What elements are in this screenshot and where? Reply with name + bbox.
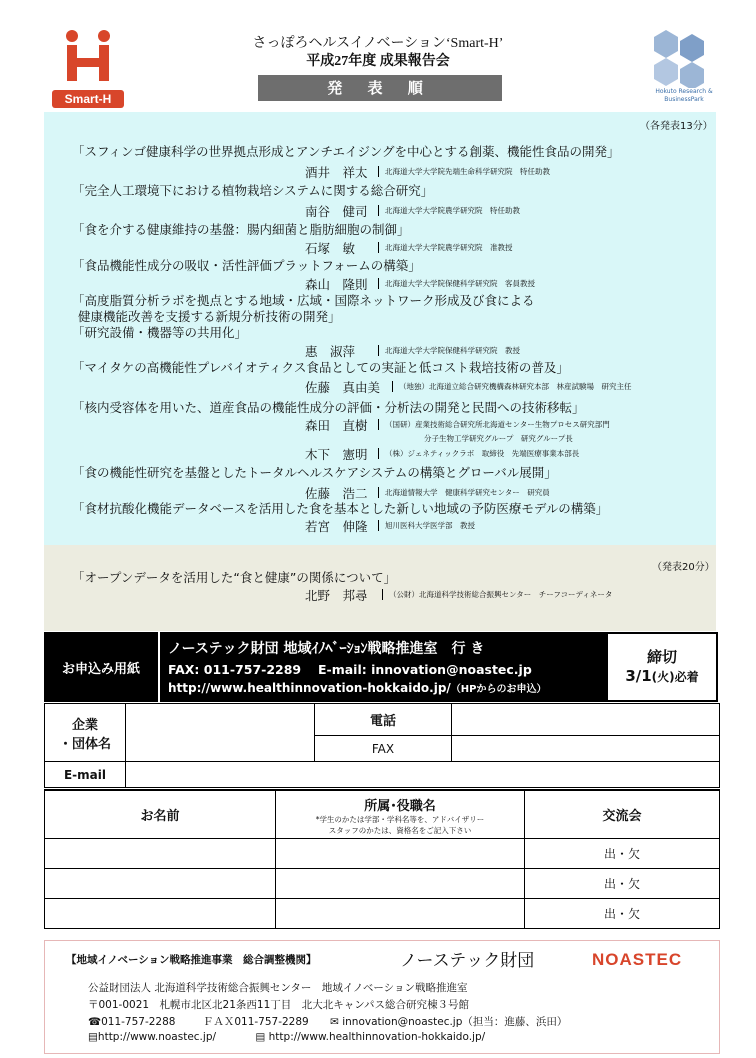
presenter-name: 石塚 敏 [305, 241, 356, 256]
deadline-day: (火) [651, 670, 675, 684]
presenter-affiliation: 北海道大学大学院先端生命科学研究院 特任助教 [378, 166, 550, 177]
presenter-name: 北野 邦尋 [305, 588, 368, 603]
attendee-position-input[interactable] [276, 898, 525, 928]
attendee-name-input[interactable] [45, 868, 276, 898]
position-note: *学生のかたは学部・学科名等を、アドバイザリー [315, 815, 485, 824]
attendee-name-input[interactable] [45, 898, 276, 928]
phone-label: 電話 [315, 704, 452, 736]
presenter-affiliation: （国研）産業技術総合研究所北海道センター生物プロセス研究部門 [378, 419, 610, 430]
footer-url2[interactable]: http://www.healthinnovation-hokkaido.jp/ [268, 1031, 486, 1043]
presenter-name: 南谷 健司 [305, 204, 368, 219]
footer-tel: 011-757-2288 [101, 1016, 176, 1028]
name-header: お名前 [45, 790, 276, 838]
talk-title: 「食の機能性研究を基盤としたトータルヘルスケアシステムの構築とグローバル展開」 [72, 465, 557, 480]
presentation-order-banner: 発 表 順 [258, 75, 502, 101]
smart-h-logo-text: Smart-H [52, 90, 124, 108]
form-label: お申込み用紙 [61, 662, 140, 677]
page-title: さっぽろヘルスイノベーション‘Smart-H’ [252, 36, 504, 51]
footer-email[interactable]: innovation@noastec.jp（担当：進藤、浜田） [342, 1016, 568, 1028]
presenter-affiliation: （地独）北海道立総合研究機構森林研究本部 林産試験場 研究主任 [392, 381, 632, 392]
position-note-line2: スタッフのかたは、資格名をご記入下さい [328, 826, 472, 835]
presenter-affiliation-line2: 分子生物工学研究グループ 研究グループ長 [424, 434, 573, 443]
hexagon-logo-icon [646, 28, 722, 88]
talk-title: 「核内受容体を用いた、道産食品の機能性成分の評価・分析法の開発と民間への技術移転」 [72, 400, 585, 415]
presenter-name: 佐藤 真由美 [305, 380, 381, 395]
hokuto-logo [646, 28, 722, 108]
talk-title: 「食材抗酸化機能データベースを活用した食を基本とした新しい地域の予防医療モデルの構築」 [72, 501, 609, 516]
presenter-affiliation: 旭川医科大学医学部 教授 [378, 520, 475, 531]
presenter-name: 木下 憲明 [305, 447, 368, 462]
presenter-affiliation: 北海道情報大学 健康科学研究センター 研究員 [378, 487, 550, 498]
company-label-line2: ・団体名 [58, 736, 111, 752]
talk-title: 「マイタケの高機能性プレバイオティクス食品としての実証と低コスト栽培技術の普及」 [72, 360, 569, 375]
fax-input[interactable] [452, 736, 720, 762]
talk-title-line2: 健康機能改善を支援する新規分析技術の開発」 [78, 309, 341, 324]
presenter-affiliation: 北海道大学大学院保健科学研究院 教授 [378, 345, 520, 356]
phone-input[interactable] [452, 704, 720, 736]
attendee-position-input[interactable] [276, 868, 525, 898]
presenter-name: 酒井 祥太 [305, 165, 368, 180]
form-fax-email: FAX: 011-757-2289 E-mail: innovation@noastec.jp [168, 662, 532, 677]
duration-note: （各発表13分） [640, 121, 713, 132]
party-header: 交流会 [525, 790, 720, 838]
talk-title: 「食品機能性成分の吸収・活性評価プラットフォームの構築」 [72, 258, 421, 273]
email-input[interactable] [126, 762, 720, 788]
footer-org-line: 公益財団法人 北海道科学技術総合振興センター 地域イノベーション戦略推進室 [88, 982, 468, 994]
form-destination-box [158, 632, 608, 702]
attendance-choice[interactable]: 出・欠 [525, 838, 720, 868]
talk-title: 「完全人工環境下における植物栽培システムに関する総合研究」 [72, 183, 434, 198]
form-destination: ノーステック財団 地域ｲﾉﾍﾞｰｼｮﾝ戦略推進室 行 き [168, 641, 485, 657]
form-url-note: （HPからのお申込） [450, 684, 547, 695]
attendance-choice[interactable]: 出・欠 [525, 868, 720, 898]
attendance-choice[interactable]: 出・欠 [525, 898, 720, 928]
footer-address: 〒001-0021 札幌市北区北21条西11丁目 北大北キャンパス総合研究棟３号館 [88, 999, 470, 1011]
talk-title: 「オープンデータを活用した“食と健康”の関係について」 [72, 570, 397, 585]
deadline-label: 締切 [646, 648, 677, 666]
footer-heading: 【地域イノベーション戦略推進事業 総合調整機関】 [66, 954, 317, 966]
attendee-table [44, 789, 720, 929]
deadline-required: 必着 [674, 670, 699, 684]
footer-url1[interactable]: http://www.noastec.jp/ [97, 1031, 217, 1043]
page-subtitle: 平成27年度 成果報告会 [306, 54, 450, 69]
presenter-affiliation: 北海道大学大学院保健科学研究院 客員教授 [378, 278, 535, 289]
presenter-affiliation: 北海道大学大学院農学研究院 准教授 [378, 242, 513, 253]
footer-fax: ＦＡＸ011-757-2289 [202, 1016, 309, 1028]
position-header [276, 790, 525, 838]
deadline-box [606, 632, 718, 702]
email-label: E-mail [45, 762, 126, 788]
talk-title: 「スフィンゴ健康科学の世界拠点形成とアンチエイジングを中心とする創薬、機能性食品の開発」 [72, 144, 620, 159]
presenter-name: 森田 直樹 [305, 418, 368, 433]
talk-title: 「高度脂質分析ラボを拠点とする地域・広域・国際ネットワーク形成及び食による [72, 293, 535, 308]
hokuto-logo-text: Hokuto Research & BusinessPark [655, 88, 713, 103]
phone-icon: ☎ [88, 1016, 102, 1028]
fax-label: FAX [315, 736, 452, 762]
presenter-affiliation: 北海道大学大学院農学研究院 特任助教 [378, 205, 520, 216]
presenter-name: 惠 淑萍 [305, 344, 356, 359]
mail-icon: ✉ [330, 1016, 339, 1028]
company-label: 企業 [71, 717, 98, 733]
form-label-box [44, 632, 158, 702]
contact-table [44, 703, 720, 788]
company-label-cell [45, 704, 126, 762]
talk-title: 「食を介する健康維持の基盤：腸内細菌と脂肪細胞の制御」 [72, 222, 410, 237]
computer-icon: ▤ [255, 1031, 266, 1043]
company-input[interactable] [126, 704, 315, 762]
talk-title-line3: 「研究設備・機器等の共用化」 [72, 325, 248, 340]
position-label: 所属･役職名 [364, 799, 436, 814]
computer-icon: ▤ [88, 1031, 98, 1043]
presenter-affiliation: （株）ジェネティックラボ 取締役 先端医療事業本部長 [378, 448, 579, 459]
presenter-name: 佐藤 浩二 [305, 486, 368, 501]
duration-note-special: （発表20分） [652, 562, 715, 573]
footer-org-name: ノーステック財団 [400, 951, 535, 971]
deadline-date: 3/1 [625, 667, 652, 685]
presenter-name: 森山 隆則 [305, 277, 368, 292]
attendee-name-input[interactable] [45, 838, 276, 868]
presenter-name: 若宮 伸隆 [305, 519, 368, 534]
attendee-position-input[interactable] [276, 838, 525, 868]
presenter-affiliation: （公財）北海道科学技術総合振興センター チーフコーディネータ [382, 589, 612, 600]
form-url-link[interactable]: http://www.healthinnovation-hokkaido.jp/ [168, 681, 451, 695]
special-section [44, 545, 716, 631]
noastec-logo: NOASTEC [592, 950, 683, 969]
